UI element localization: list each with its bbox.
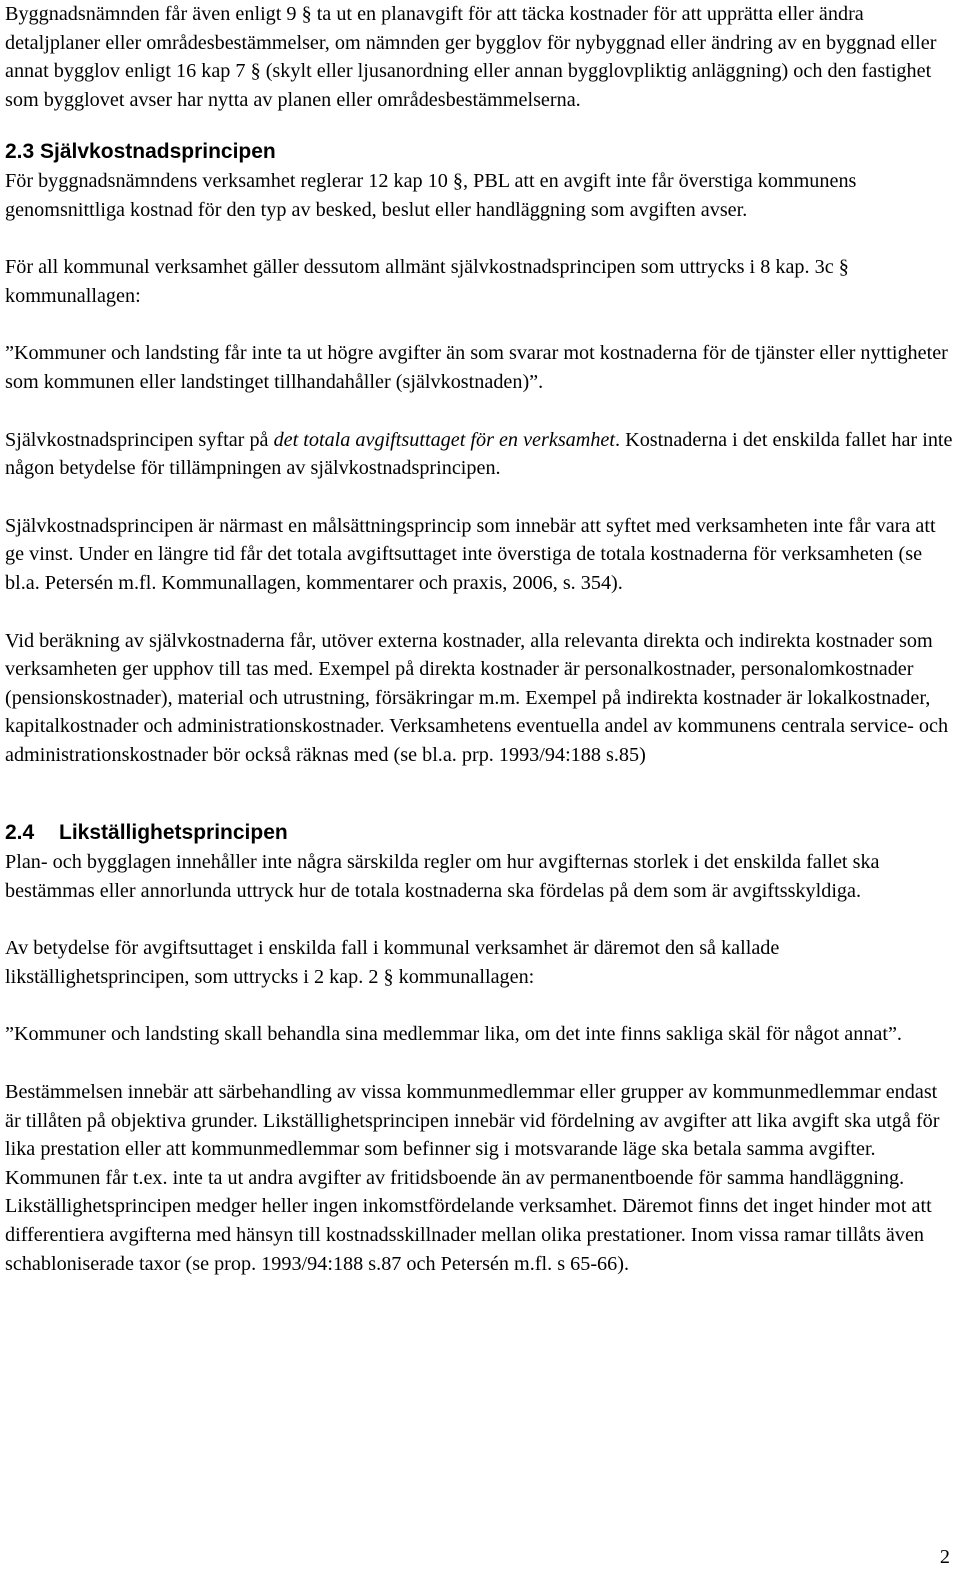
section-number: 2.4 bbox=[5, 821, 35, 845]
paragraph: För all kommunal verksamhet gäller dessutom allmänt självkostnadsprincipen som uttrycks i 8 kap. 3c § kommunallagen: bbox=[5, 256, 849, 307]
section-heading-2-4 bbox=[5, 819, 955, 848]
section-heading-2-3: 2.3 Självkostnadsprincipen bbox=[5, 140, 276, 164]
text-run: Självkostnadsprincipen syftar på bbox=[5, 428, 274, 451]
paragraph bbox=[5, 426, 955, 483]
paragraph: Bestämmelsen innebär att särbehandling av vissa kommunmedlemmar eller grupper av kommunmedlemmar endast är tillåten på objektiva grunder. Likställighetsprincipen innebär vid fördelning av avgifter att lika avgift ska utgå för lika prestation eller att kommunmedlemmar som befinner sig i motsvarande läge ska betala samma avgifter. Kommunen får t.ex. inte ta ut andra avgifter av fritidsboende än av permanentboende för samma handläggning. Likställighetsprincipen medger heller ingen inkomstfördelande verksamhet. Däremot finns det inget hinder mot att differentiera avgifterna med hänsyn till kostnadsskillnader mellan olika prestationer. Inom vissa ramar tillåts även schabloniserade taxor (se prop. 1993/94:188 s.87 och Petersén m.fl. s 65-66). bbox=[5, 1081, 940, 1275]
emphasis-text: det totala avgiftsuttaget för en verksamhet bbox=[273, 428, 616, 451]
paragraph: Plan- och bygglagen innehåller inte några särskilda regler om hur avgifternas storlek i det enskilda fallet ska bestämmas eller annorlunda uttryck hur de totala kostnaderna ska fördelas på dem som är avgiftsskyldiga. bbox=[5, 851, 880, 902]
quote-paragraph: ”Kommuner och landsting skall behandla sina medlemmar lika, om det inte finns sakliga skäl för något annat”. bbox=[5, 1023, 902, 1046]
quote-paragraph: ”Kommuner och landsting får inte ta ut högre avgifter än som svarar mot kostnaderna för de tjänster eller nyttigheter som kommunen eller landstinget tillhandahåller (självkostnaden)”. bbox=[5, 342, 948, 393]
intro-paragraph: Byggnadsnämnden får även enligt 9 § ta ut en planavgift för att täcka kostnader för att upprätta eller ändra detaljplaner eller områdesbestämmelser, om nämnden ger bygglov för nybyggnad eller ändring av en byggnad eller annat bygglov enligt 16 kap 7 § (skylt eller ljusanordning eller annan bygglovpliktig anläggning) och den fastighet som bygglovet avser har nytta av planen eller områdesbestämmelserna. bbox=[5, 3, 937, 111]
paragraph: Självkostnadsprincipen är närmast en målsättningsprincip som innebär att syftet med verksamheten inte får vara att ge vinst. Under en längre tid får det totala avgiftsuttaget inte överstiga de totala kostnaderna för verksamheten (se bl.a. Petersén m.fl. Kommunallagen, kommentarer och praxis, 2006, s. 354). bbox=[5, 514, 936, 594]
page-number: 2 bbox=[939, 1546, 950, 1568]
paragraph: Av betydelse för avgiftsuttaget i enskilda fall i kommunal verksamhet är däremot den så kallade likställighetsprincipen, som uttrycks i 2 kap. 2 § kommunallagen: bbox=[5, 937, 780, 988]
section-title: Likställighetsprincipen bbox=[59, 821, 288, 845]
document-page bbox=[5, 0, 955, 1278]
paragraph: Vid beräkning av självkostnaderna får, utöver externa kostnader, alla relevanta direkta och indirekta kostnader som verksamheten ger upphov till tas med. Exempel på direkta kostnader är personalkostnader, personalomkostnader (pensionskostnader), material och utrustning, försäkringar m.m. Exempel på indirekta kostnader är lokalkostnader, kapitalkostnader och administrationskostnader. Verksamhetens eventuella andel av kommunens centrala service- och administrationskostnader bör också räknas med (se bl.a. prp. 1993/94:188 s.85) bbox=[5, 629, 949, 766]
text-run: . Kostnaderna i det enskilda fallet har inte någon betydelse för tillämpningen av självkostnadsprincipen. bbox=[5, 428, 953, 480]
paragraph: För byggnadsnämndens verksamhet reglerar 12 kap 10 §, PBL att en avgift inte får överstiga kommunens genomsnittliga kostnad för den typ av besked, beslut eller handläggning som avgiften avser. bbox=[5, 169, 857, 221]
